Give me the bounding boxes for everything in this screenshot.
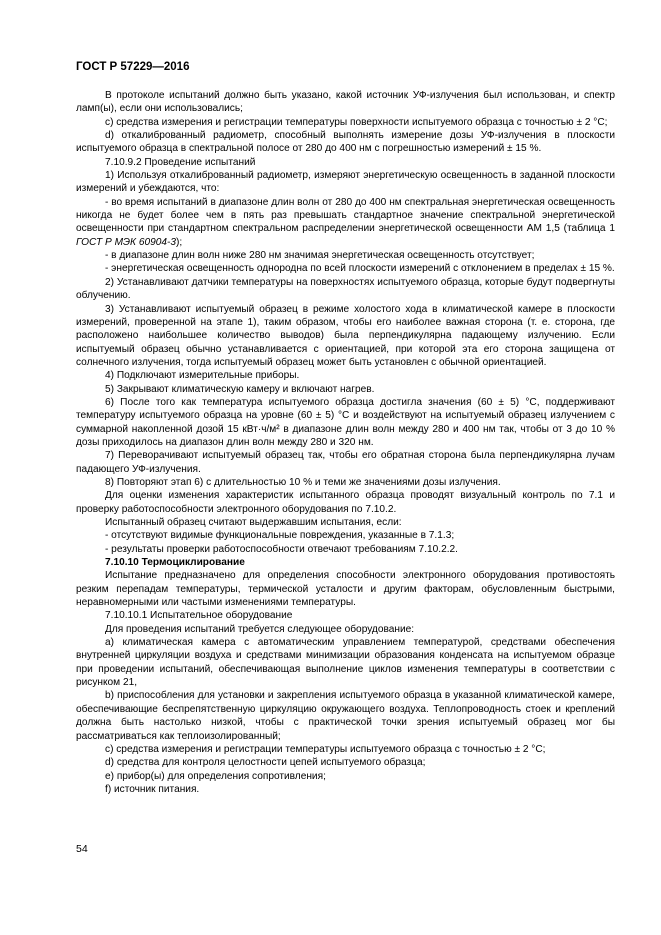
paragraph: - в диапазоне длин волн ниже 280 нм значимая энергетическая освещенность отсутствует; [105,250,535,262]
paragraph: c) средства измерения и регистрации температуры испытуемого образца с точностью ± 2 °С; [105,743,546,755]
page-number: 54 [76,843,88,855]
document-header: ГОСТ Р 57229—2016 [76,61,190,73]
paragraph: - отсутствуют видимые функциональные повреждения, указанные в 7.1.3; [105,530,455,542]
section-heading: 7.10.10 Термоциклирование [105,557,245,569]
paragraph [76,196,615,249]
paragraph: c) средства измерения и регистрации температуры поверхности испытуемого образца с точностью ± 2 °С; [105,116,608,128]
paragraph: 6) После того как температура испытуемого образца достигла значения (60 ± 5) °С, поддерживают температуру испытуемого образца на уровне (60 ± 5) °С и воздействуют на испытуемый образец излучением с суммарной накопленной дозой 15 кВт·ч/м² в диапазоне длин волн между 280 и 400 нм так, чтобы от 3 до 10 % дозы приходилось на диапазон длин волн между 280 и 320 нм. [76,396,615,448]
paragraph-tail: ); [175,236,183,248]
paragraph: Для проведения испытаний требуется следующее оборудование: [105,623,415,635]
paragraph: В протоколе испытаний должно быть указано, какой источник УФ-излучения был использован, и спектр ламп(ы), если они использовались; [76,90,615,115]
paragraph: e) прибор(ы) для определения сопротивления; [105,770,326,782]
paragraph: 3) Устанавливают испытуемый образец в режиме холостого хода в климатической камере в плоскости измерений, проверенной на этапе 1), таким образом, чтобы его наиболее важная сторона (т. е. сторона, где расположено наибольшее количество выводов) была перпендикулярна падающему излучению. Если испытуемый образец обычно устанавливается с ориентацией, при которой эта его сторона защищена от солнечного излучения, тогда испытуемый образец может быть установлен с обычной ориентацией. [76,303,615,368]
paragraph: - энергетическая освещенность однородна по всей плоскости измерений с отклонением в пределах ± 15 %. [105,263,615,275]
paragraph: f) источник питания. [105,783,200,795]
paragraph: - результаты проверки работоспособности отвечают требованиям 7.10.2.2. [105,543,458,555]
paragraph: d) откалиброванный радиометр, способный выполнять измерение дозы УФ-излучения в плоскости испытуемого образца в спектральной полосе от 280 до 400 нм с погрешностью измерений ± 15 %. [76,130,615,155]
paragraph: 4) Подключают измерительные приборы. [105,370,300,382]
paragraph-text: - во время испытаний в диапазоне длин волн от 280 до 400 нм спектральная энергетическая освещенность никогда не будет более чем в пять раз превышать стандартное значение спектральной энергетической освещенности при стандартном спектральном распределении энергетической освещенности АМ 1,5 (таблица 1 [76,196,615,235]
paragraph: Для оценки изменения характеристик испытанного образца проводят визуальный контроль по 7.1 и проверку работоспособности электронного оборудования по 7.10.2. [76,490,615,515]
paragraph: 8) Повторяют этап 6) с длительностью 10 % и теми же значениями дозы излучения. [105,476,501,488]
paragraph: 1) Используя откалиброванный радиометр, измеряют энергетическую освещенность в заданной плоскости измерений и убеждаются, что: [76,170,615,195]
paragraph: d) средства для контроля целостности цепей испытуемого образца; [105,757,426,769]
section-heading: 7.10.9.2 Проведение испытаний [105,156,256,168]
paragraph: Испытанный образец считают выдержавшим испытания, если: [105,517,402,528]
paragraph: b) приспособления для установки и закрепления испытуемого образца в указанной климатической камере, обеспечивающие беспрепятственную циркуляцию окружающего воздуха. Теплопроводность стоек и креплений должна быть настолько низкой, чтобы с практической точки зрения испытуемый образец мог бы рассматриваться как теплоизолированный; [76,690,615,742]
document-body [76,89,615,796]
paragraph: 2) Устанавливают датчики температуры на поверхностях испытуемого образца, которые будут подвергнуты облучению. [76,276,615,302]
paragraph: 5) Закрывают климатическую камеру и включают нагрев. [105,383,375,395]
section-heading: 7.10.10.1 Испытательное оборудование [105,610,293,622]
standard-reference: ГОСТ Р МЭК 60904-3 [76,236,176,248]
paragraph: Испытание предназначено для определения способности электронного оборудования противостоять резким перепадам температуры, термической усталости и другим факторам, обусловленным быстрыми, неравномерными или частыми изменениями температуры. [76,570,615,609]
paragraph: a) климатическая камера с автоматическим управлением температурой, средствами обеспечения внутренней циркуляции воздуха и средствами минимизации образования конденсата на испытуемом образце при проведении испытаний, обеспечивающая выполнение циклов изменения температуры в соответствии с рисунком 21, [76,637,615,689]
paragraph: 7) Переворачивают испытуемый образец так, чтобы его обратная сторона была перпендикулярна лучам падающего УФ-излучения. [76,450,615,475]
